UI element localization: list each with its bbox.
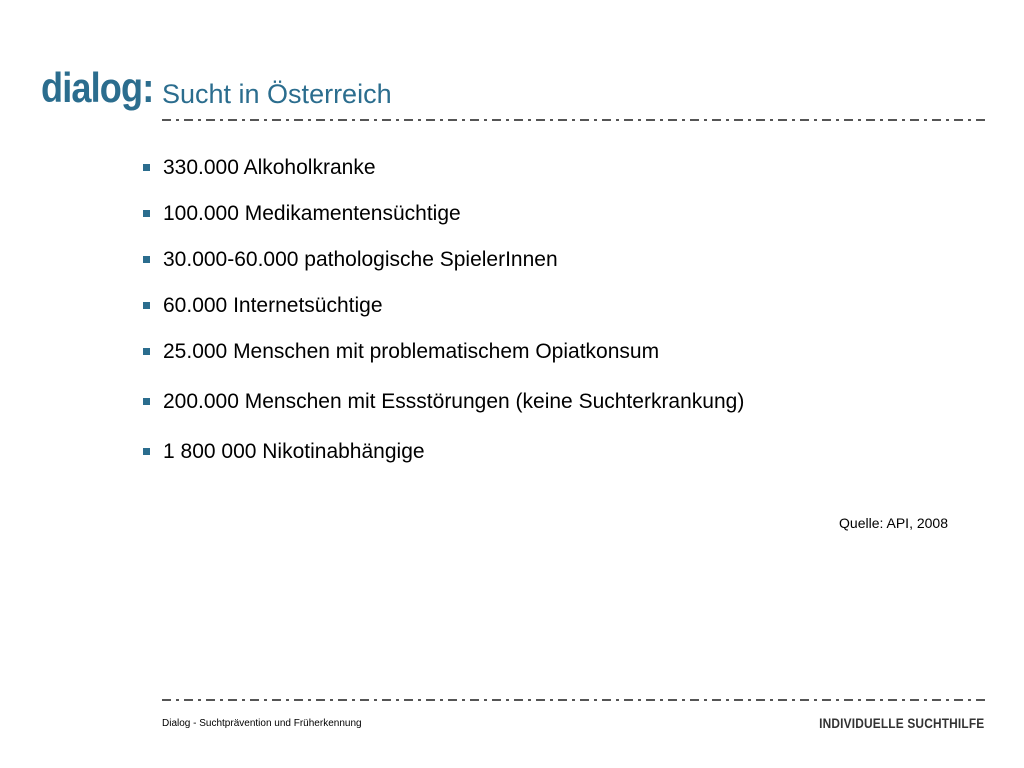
list-item-text: 330.000 Alkoholkranke: [163, 156, 376, 179]
footer-tagline: INDIVIDUELLE SUCHTHILFE: [818, 715, 984, 731]
list-item: [142, 337, 744, 367]
list-item-text: 60.000 Internetsüchtige: [163, 294, 383, 317]
statistics-list: [142, 153, 744, 467]
header-divider: [162, 119, 986, 121]
square-bullet-icon: [143, 210, 150, 217]
square-bullet-icon: [143, 398, 150, 405]
list-item: [142, 153, 744, 183]
list-item: [142, 387, 744, 417]
source-citation: Quelle: API, 2008: [839, 515, 948, 531]
list-item: [142, 245, 744, 275]
square-bullet-icon: [143, 348, 150, 355]
list-item: [142, 437, 744, 467]
list-item-text: 100.000 Medikamentensüchtige: [163, 202, 461, 225]
slide-title: Sucht in Österreich: [162, 79, 392, 109]
list-item-text: 200.000 Menschen mit Essstörungen (keine Suchterkrankung): [163, 390, 745, 413]
square-bullet-icon: [143, 302, 150, 309]
square-bullet-icon: [143, 448, 150, 455]
list-item: [142, 291, 744, 321]
footer-organization: Dialog - Suchtprävention und Früherkennung: [162, 718, 362, 729]
list-item: [142, 199, 744, 229]
square-bullet-icon: [143, 256, 150, 263]
list-item-text: 30.000-60.000 pathologische SpielerInnen: [163, 248, 558, 271]
dialog-logo: dialog:: [41, 64, 154, 111]
square-bullet-icon: [143, 164, 150, 171]
list-item-text: 1 800 000 Nikotinabhängige: [163, 440, 425, 463]
footer-divider: [162, 699, 986, 701]
list-item-text: 25.000 Menschen mit problematischem Opiatkonsum: [163, 340, 660, 363]
